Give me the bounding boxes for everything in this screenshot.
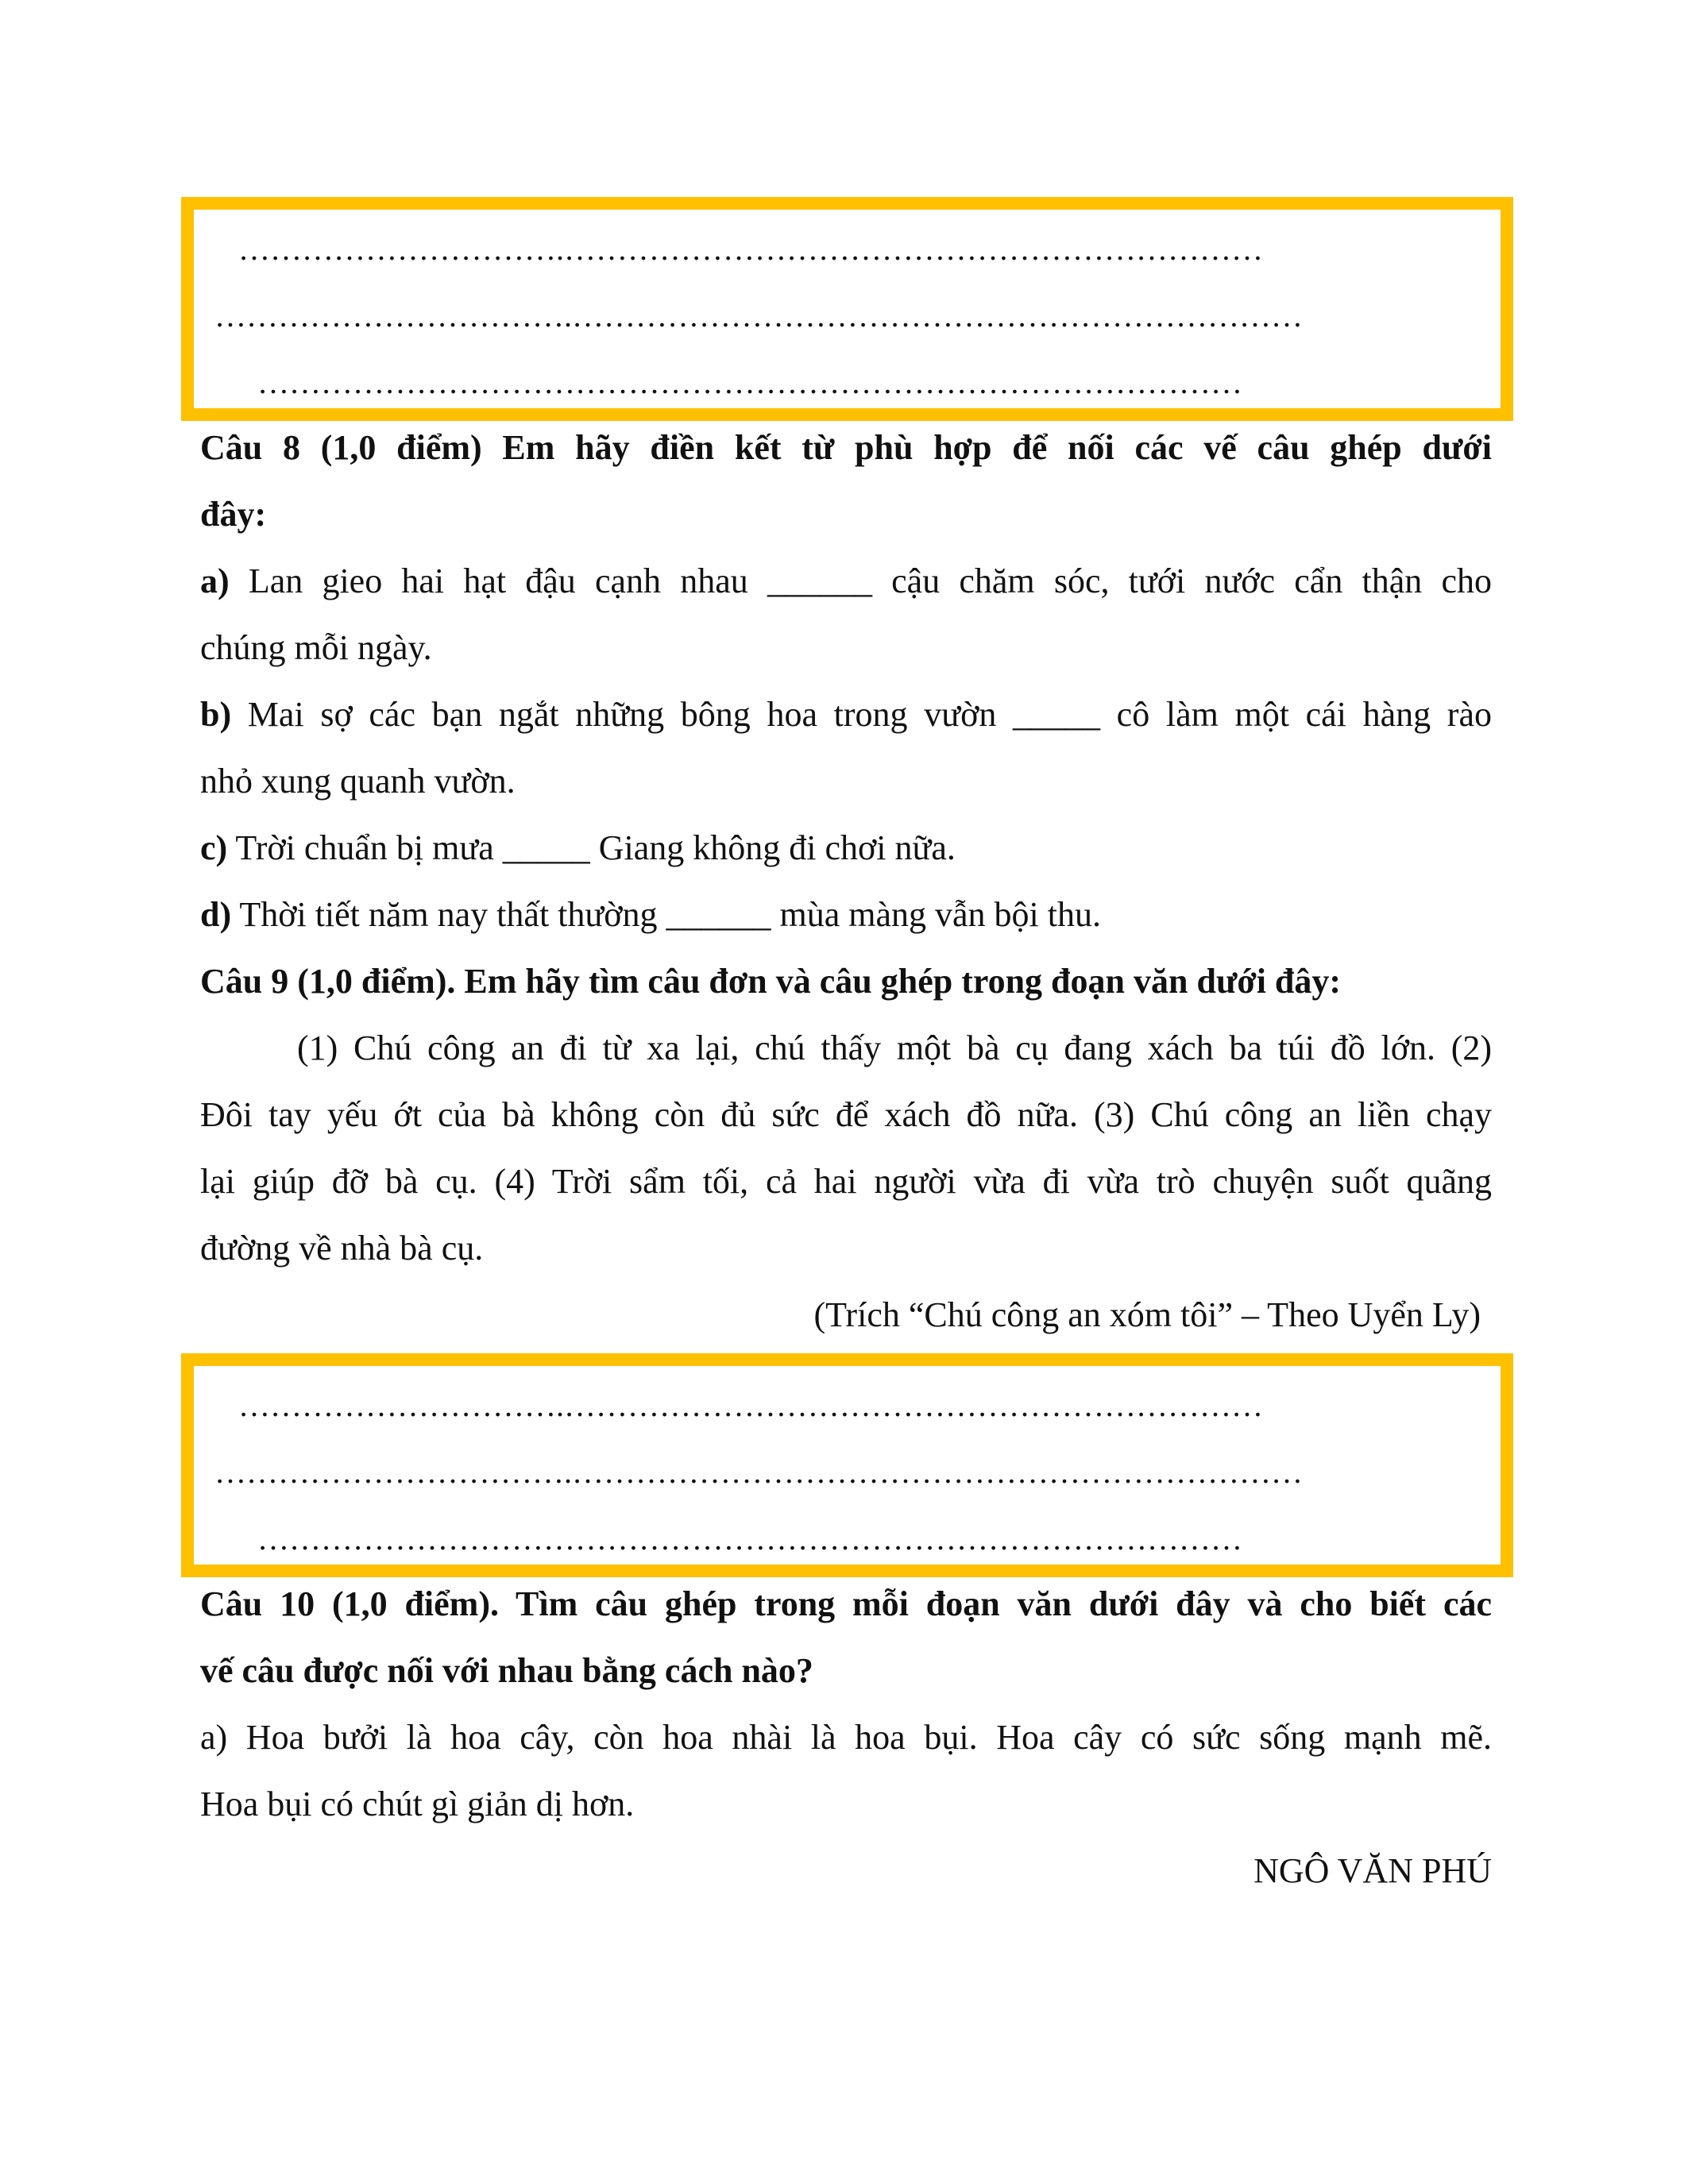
answer-box-2	[181, 1353, 1513, 1577]
answer-dotted-line: …………………………………………………………………………………	[257, 365, 1242, 400]
question-10-item-a-cont: Hoa bụi có chút gì giản dị hơn.	[200, 1785, 635, 1823]
answer-dotted-line: …………………………….……………………………………………………………	[214, 298, 1303, 334]
question-9-title: Câu 9 (1,0 điểm). Em hãy tìm câu đơn và câu ghép trong đoạn văn dưới đây:	[200, 962, 1342, 1001]
question-8-item-a-cont: chúng mỗi ngày.	[200, 628, 432, 667]
question-10-item-a: a) Hoa bưởi là hoa cây, còn hoa nhài là hoa bụi. Hoa cây có sức sống mạnh mẽ.	[200, 1718, 1492, 1757]
question-9-passage: (1) Chú công an đi từ xa lại, chú thấy một bà cụ đang xách ba túi đồ lớn. (2)	[297, 1028, 1492, 1067]
question-10-title: Câu 10 (1,0 điểm). Tìm câu ghép trong mỗi đoạn văn dưới đây và cho biết các	[200, 1584, 1492, 1623]
question-9-passage: lại giúp đỡ bà cụ. (4) Trời sẩm tối, cả hai người vừa đi vừa trò chuyện suốt quãng	[200, 1162, 1492, 1201]
question-10-title-cont: vế câu được nối với nhau bằng cách nào?	[200, 1651, 813, 1690]
item-text: Trời chuẩn bị mưa _____ Giang không đi chơi nữa.	[227, 828, 956, 867]
question-8-title-cont: đây:	[200, 495, 267, 534]
item-text: Thời tiết năm nay thất thường ______ mùa màng vẫn bội thu.	[231, 895, 1101, 934]
question-8-item-b-cont: nhỏ xung quanh vườn.	[200, 762, 516, 801]
question-8-item-d	[200, 893, 1492, 937]
passage-source: (Trích “Chú công an xóm tôi” – Theo Uyển Ly)	[813, 1295, 1481, 1334]
item-text: Mai sợ các bạn ngắt những bông hoa trong vườn _____ cô làm một cái hàng rào	[231, 695, 1492, 734]
item-label: d)	[200, 895, 232, 934]
question-8-item-a	[200, 559, 1492, 604]
item-label: b)	[200, 695, 232, 734]
item-label: a)	[200, 561, 230, 600]
answer-dotted-line: ………………………….…………………………………………………………	[238, 1387, 1263, 1423]
question-9-passage: đường về nhà bà cụ.	[200, 1229, 484, 1268]
answer-box-1	[181, 197, 1513, 421]
question-9-passage: Đôi tay yếu ớt của bà không còn đủ sức để xách đồ nữa. (3) Chú công an liền chạy	[200, 1095, 1492, 1134]
item-text: Lan gieo hai hạt đậu cạnh nhau ______ cậu chăm sóc, tưới nước cẩn thận cho	[229, 561, 1492, 600]
question-8-title: Câu 8 (1,0 điểm) Em hãy điền kết từ phù hợp để nối các vế câu ghép dưới	[200, 428, 1492, 467]
question-8-item-b	[200, 693, 1492, 737]
answer-dotted-line: …………………………….……………………………………………………………	[214, 1454, 1303, 1490]
question-8-item-c	[200, 826, 1492, 870]
answer-dotted-line: ………………………….…………………………………………………………	[238, 231, 1263, 267]
passage-author: NGÔ VĂN PHÚ	[1253, 1851, 1492, 1890]
answer-dotted-line: …………………………………………………………………………………	[257, 1521, 1242, 1557]
item-label: c)	[200, 828, 228, 867]
